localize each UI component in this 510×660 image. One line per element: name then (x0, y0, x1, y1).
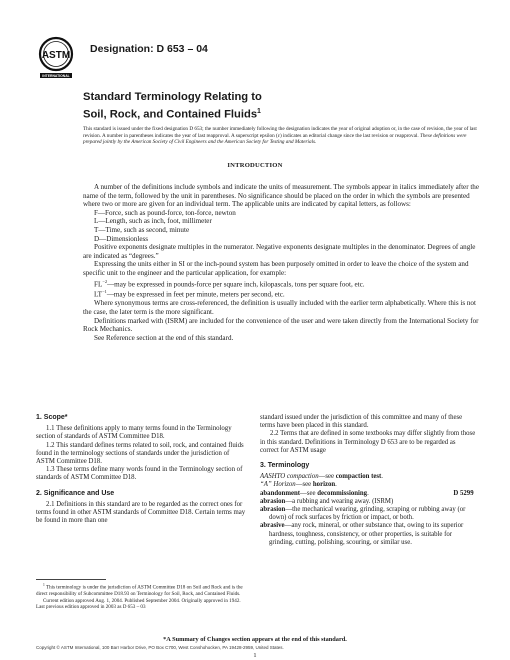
section-heading-scope: 1. Scope* (36, 414, 68, 421)
paragraph-1-1: 1.1 These definitions apply to many terms found in the Terminology section of standards of ASTM Committee D18. (36, 425, 232, 441)
document-title (83, 91, 262, 122)
introduction-heading: INTRODUCTION (227, 162, 283, 169)
designation: Designation: D 653 – 04 (90, 43, 208, 55)
unit-item: L—Length, such as inch, foot, millimeter (94, 217, 212, 226)
left-column (36, 414, 248, 525)
section-heading-terminology: 3. Terminology (260, 462, 310, 470)
title-line-2: Soil, Rock, and Contained Fluids$^1$ (83, 107, 261, 121)
unit-example: $FL^{-2}—may$ be expressed in pounds-force per square inch, kilopascals, tons per square foot, etc. (94, 278, 365, 288)
intro-paragraph: See Reference section at the end of this standard. (94, 333, 234, 342)
summary-note: *A Summary of Changes section appears at the end of this standard. (163, 636, 347, 643)
term-entry: abandonment—see decommissioning. D 5299 (260, 490, 476, 498)
svg-text:ASTM: ASTM (41, 50, 71, 61)
paragraph-2-1: 2.1 Definitions in this standard are to be regarded as the correct ones for terms found in other ASTM standards of Committee D18. Certain terms may be found in more than one (36, 500, 246, 525)
intro-paragraph: Expressing the units either in SI or the inch-pound system has been purposely omitted in order to leave the choice of the system and specific unit to the engineer and the particular application, for example: (83, 260, 469, 277)
page-number: 1 (253, 652, 257, 659)
title-footnote-mark: 1 (257, 107, 261, 115)
intro-paragraph: Positive exponents designate multiples in the numerator. Negative exponents designate multiples in the denominator. Degrees of angle are indicated as “degrees.” (83, 243, 476, 260)
term-entry: abrasive—any rock, mineral, or other substance that, owing to its superior hardness, toughness, consistency, or other properties, is suitable for grinding, cutting, polishing, scouring, or similar use. (260, 522, 464, 546)
paragraph-1-2: 1.2 This standard defines terms related to soil, rock, and contained fluids found in the terminology sections of standards under the jurisdiction of ASTM Committee D18. (36, 441, 244, 466)
intro-paragraph: Where synonymous terms are cross-referenced, the definition is usually included with the earlier term alphabetically. Where this is not the case, the later term is the more significant. (83, 299, 476, 317)
term-entry: AASHTO compaction—see compaction test. (260, 473, 383, 481)
right-column (260, 414, 476, 547)
copyright-line: Copyright © ASTM International, 100 Barr Harbor Drive, PO Box C700, West Conshohocken, PA 19428-2959, United States. (36, 645, 284, 650)
standard-notice (83, 126, 481, 146)
footnote-edition: Current edition approved Aug. 1, 2004. Published September 2004. Originally approved in 1942. Last previous edition approved in 2003 as D 653 – 03 (36, 597, 241, 610)
astm-logo-icon (36, 36, 76, 82)
notice-text: This standard is issued under the fixed designation D 653; the number immediately following the designation indicates the year of original adoption or, in the case of revision, the year of last revision. A number in parentheses indicates the year of last reapproval. A superscript epsilon (ε) indicates an editorial change since the last revision or reapproval. (83, 126, 477, 139)
unit-item: D—Dimensionless (94, 234, 148, 243)
paragraph-2-2: 2.2 Terms that are defined in some textbooks may differ slightly from those in this standard. Definitions in Terminology D 653 are to be regarded as correct for ASTM usage (260, 430, 476, 454)
footnote-divider (36, 579, 106, 580)
term-entry: abrasion—a rubbing and wearing away. (ISRM) (260, 497, 394, 505)
footnote-1: $^1$ This terminology is under the jurisdiction of ASTM Committee D18 on Soil and Rock and is the direct responsibility of Subcommittee D18.93 on Terminology for Soil, Rock, and Contained Fluids. (36, 583, 243, 598)
unit-item: F—Force, such as pound-force, ton-force, newton (94, 208, 236, 217)
intro-paragraph: A number of the definitions include symbols and indicate the units of measurement. The symbols appear in italics immediately after the name of the term, followed by the unit in parentheses. No significance should be placed on the order in which the symbols are presented where two or more are given for an individual term. The applicable units are indicated by capital letters, as follows: (83, 183, 480, 209)
notice-italic: These definitions were prepared jointly by the American Society of Civil Engineers and the American Society for Testing and Materials. (83, 132, 467, 146)
paragraph-continued: standard issued under the jurisdiction of this committee and many of these terms have been placed in this standard. (260, 414, 463, 430)
intro-paragraph: Definitions marked with (ISRM) are included for the convenience of the user and were taken directly from the International Society for Rock Mechanics. (83, 316, 479, 334)
paragraph-1-3: 1.3 These terms define many words found in the Terminology section of standards of ASTM Committee D18. (36, 466, 243, 482)
svg-text:INTERNATIONAL: INTERNATIONAL (42, 74, 70, 78)
footnotes (36, 582, 248, 610)
introduction-body (83, 183, 481, 342)
term-entry: abrasion—the mechanical wearing, grinding, scraping or rubbing away (or down) of rock surfaces by friction or impact, or both. (260, 506, 466, 522)
section-heading-significance: 2. Significance and Use (36, 489, 115, 497)
title-line-1: Standard Terminology Relating to (83, 91, 262, 103)
term-entry: “A” Horizon—see horizon. (260, 481, 337, 489)
unit-item: T—Time, such as second, minute (94, 225, 190, 234)
unit-example: $LT^{-1}—may$ be expressed in feet per minute, meters per second, etc. (94, 289, 285, 299)
standard-reference: D 5299 (453, 489, 474, 497)
